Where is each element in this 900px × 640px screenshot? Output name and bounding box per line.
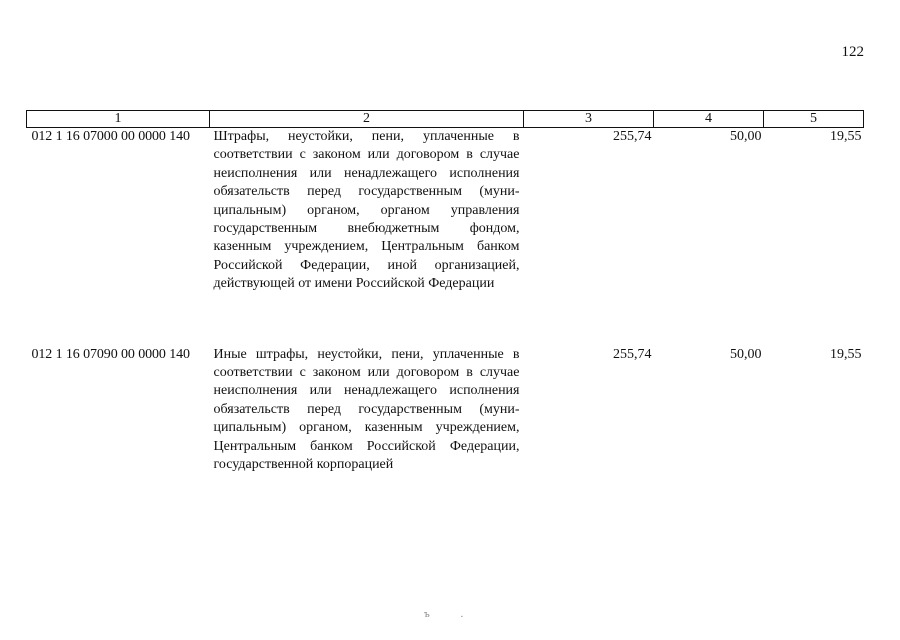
table-row: [27, 128, 864, 294]
column-header-1: 1: [27, 111, 210, 128]
item-description: Штрафы, неустойки, пени, уплаченные в соответствии с законом или договором в случае неисполнения или ненадлежащего исполнения обязательств перед государственным (муни-ципальным) органом, органом управления государственным внебюджетным фондом, казенным учреждением, Центральным банком Российской Федерации, иной организацией, действующей от имени Российской Федерации: [213, 129, 520, 292]
row-spacer: [27, 294, 864, 346]
column-header-5: 5: [764, 111, 864, 128]
budget-code: 012 1 16 07090 00 0000 140: [31, 346, 190, 362]
column-header-2: 2: [210, 111, 524, 128]
column-header-3: 3: [524, 111, 654, 128]
value-col3: 255,74: [613, 346, 652, 362]
table-header-row: [27, 111, 864, 128]
budget-code: 012 1 16 07000 00 0000 140: [31, 129, 190, 144]
value-col4: 50,00: [730, 129, 762, 144]
table-row: [27, 346, 864, 475]
column-header-4: 4: [654, 111, 764, 128]
value-col4: 50,00: [730, 346, 762, 362]
scan-artifact: ъ .: [424, 608, 478, 620]
value-col3: 255,74: [613, 129, 652, 144]
value-col5: 19,55: [830, 129, 862, 144]
page-number: 122: [841, 44, 864, 60]
item-description: Иные штрафы, неустойки, пени, уплаченные в соответствии с законом или договором в случае неисполнения или ненадлежащего исполнения обязательств перед государственным (муни-ципальным) органом, казенным учреждением, Центральным банком Российской Федерации, государственной корпорацией: [213, 346, 520, 473]
budget-table: [26, 110, 864, 475]
value-col5: 19,55: [830, 346, 862, 362]
